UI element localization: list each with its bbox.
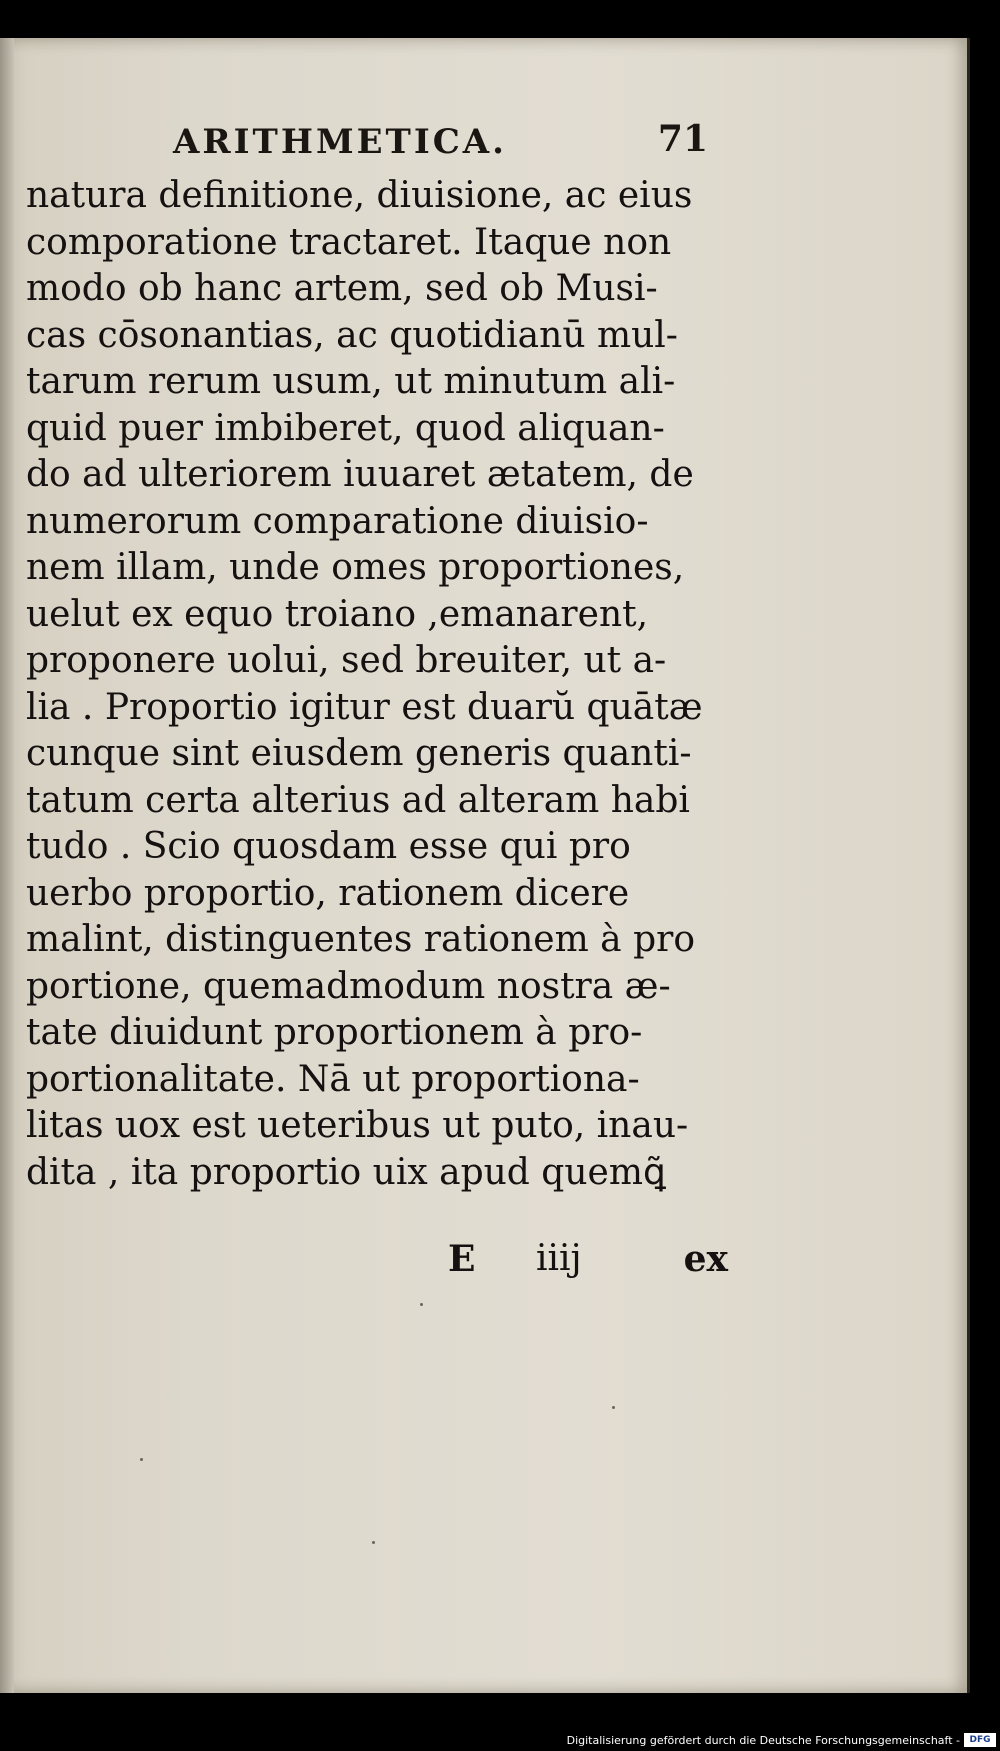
page-gutter-shadow: [0, 38, 14, 1693]
running-head: [168, 118, 708, 172]
running-title: ARITHMETICA.: [173, 122, 507, 162]
signature-mark: E: [448, 1238, 476, 1280]
text-line-6: quid puer imbiberet, quod aliquan-: [26, 407, 665, 449]
text-line-12: lia . Proportio igitur est duarŭ quātæ: [26, 686, 703, 728]
text-line-14: tatum certa alterius ad alteram habi: [26, 779, 690, 821]
text-line-15: tudo . Scio quosdam esse qui pro: [26, 826, 631, 867]
paper-speck: [612, 1406, 615, 1409]
paper-speck: [372, 1541, 375, 1544]
text-line-3: modo ob hanc artem, sed ob Musi-: [26, 268, 658, 309]
signature-line: [448, 1238, 728, 1286]
text-line-22: dita , ita proportio uix apud quemꝗ̃: [26, 1151, 666, 1193]
text-block: [26, 173, 736, 1196]
text-line-16: uerbo proportio, rationem dicere: [26, 872, 630, 914]
page-number: 71: [657, 118, 708, 160]
text-line-11: proponere uolui, sed breuiter, ut a-: [26, 640, 667, 681]
text-line-19: tate diuidunt proportionem à pro-: [26, 1012, 643, 1053]
text-line-7: do ad ulteriorem iuuaret ætatem, de: [26, 454, 694, 495]
text-line-9: nem illam, unde omes proportiones,: [26, 547, 685, 588]
text-line-17: malint, distinguentes rationem à pro: [26, 919, 696, 960]
text-line-2: comporatione tractaret. Itaque non: [26, 221, 672, 263]
text-line-21: litas uox est ueteribus ut puto, inau-: [26, 1105, 689, 1146]
paper-speck: [140, 1458, 143, 1461]
text-line-18: portione, quemadmodum nostra æ-: [26, 965, 671, 1007]
text-line-10: uelut ex equo troiano ,emanarent,: [26, 593, 649, 635]
signature-number: iiij: [536, 1238, 582, 1279]
paper-speck: [420, 1303, 423, 1306]
catchword: ex: [683, 1238, 728, 1280]
digitization-credit: Digitalisierung gefördert durch die Deutsche Forschungsgemeinschaft -: [566, 1734, 960, 1747]
text-line-1: natura definitione, diuisione, ac eius: [26, 175, 693, 216]
dfg-logo: DFG: [964, 1733, 996, 1747]
text-line-4: cas cōsonantias, ac quotidianū mul-: [26, 314, 678, 356]
book-page: [0, 38, 970, 1693]
text-line-5: tarum rerum usum, ut minutum ali-: [26, 361, 676, 402]
text-line-13: cunque sint eiusdem generis quanti-: [26, 733, 692, 774]
text-line-8: numerorum comparatione diuisio-: [26, 500, 649, 542]
footer-bar: [0, 1727, 1000, 1751]
text-line-20: portionalitate. Nā ut proportiona-: [26, 1058, 640, 1100]
